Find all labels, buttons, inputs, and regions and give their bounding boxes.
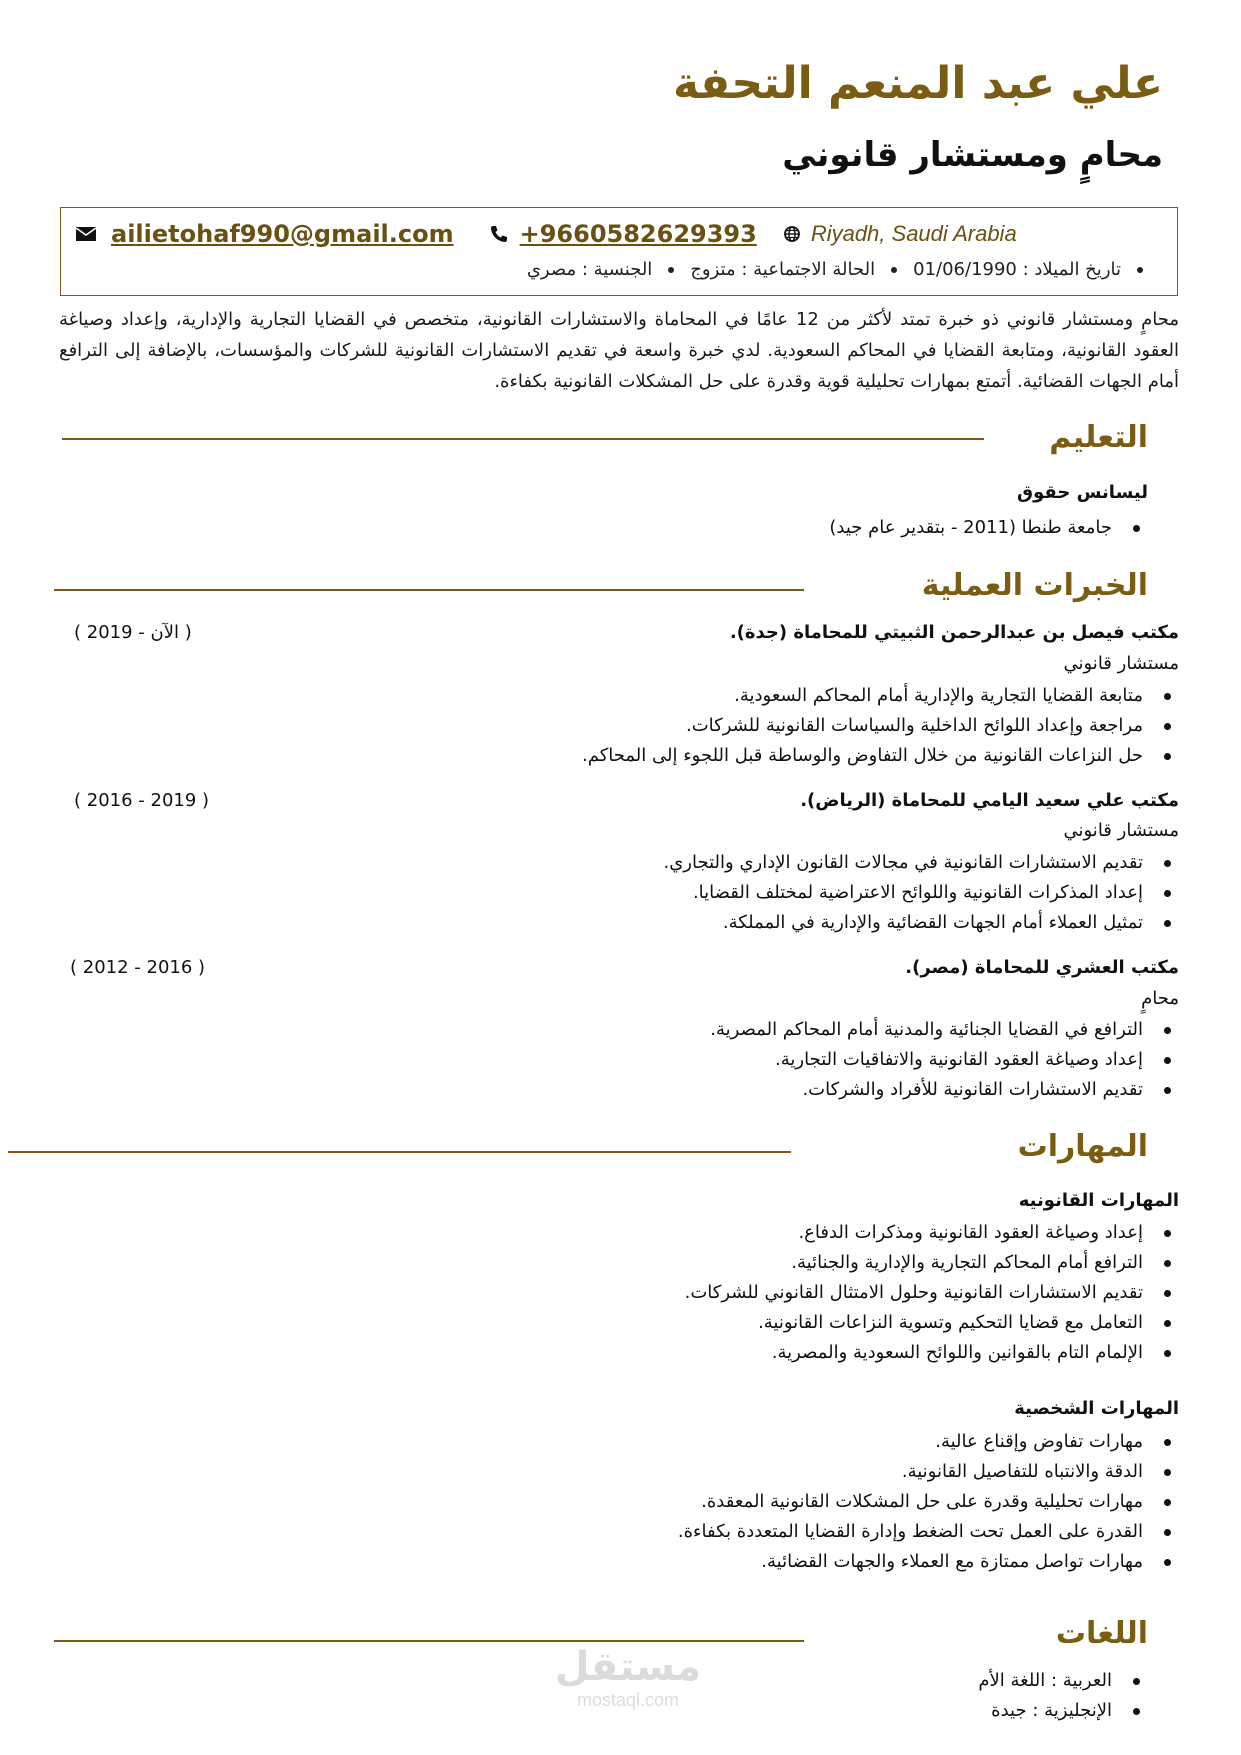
email-link[interactable]: ailietohaf990@gmail.com <box>111 220 454 248</box>
phone-link[interactable]: +9660582629393 <box>519 220 757 248</box>
job-period: ( 2016 - 2019 ) <box>74 790 210 811</box>
list-item: إعداد المذكرات القانونية واللوائح الاعتراضية لمختلف القضايا. <box>664 878 1180 908</box>
list-item: الإلمام التام بالقوانين واللوائح السعودية والمصرية. <box>685 1338 1179 1368</box>
nationality: الجنسية : مصري <box>526 259 653 280</box>
personal-skills-list <box>678 1427 1179 1577</box>
list-item: مهارات تواصل ممتازة مع العملاء والجهات القضائية. <box>678 1547 1179 1577</box>
list-item: الدقة والانتباه للتفاصيل القانونية. <box>678 1457 1179 1487</box>
list-item: القدرة على العمل تحت الضغط وإدارة القضايا المتعددة بكفاءة. <box>678 1517 1179 1547</box>
languages-heading: اللغات <box>1055 1616 1148 1651</box>
personal-skills-title: المهارات الشخصية <box>1014 1398 1179 1419</box>
job-role: مستشار قانوني <box>1063 653 1179 674</box>
experience-heading: الخبرات العملية <box>921 568 1148 603</box>
list-item: إعداد وصياغة العقود القانونية والاتفاقيات التجارية. <box>710 1045 1179 1075</box>
location-text: Riyadh, Saudi Arabia <box>810 221 1017 246</box>
birth-date: تاريخ الميلاد : 01/06/1990 <box>913 259 1121 280</box>
languages-list <box>978 1666 1148 1726</box>
job-company: مكتب فيصل بن عبدالرحمن الثبيتي للمحاماة (جدة). <box>729 622 1179 643</box>
watermark <box>548 1644 708 1711</box>
list-item: مهارات تفاوض وإقناع عالية. <box>678 1427 1179 1457</box>
candidate-name: علي عبد المنعم التحفة <box>673 58 1163 109</box>
legal-skills-title: المهارات القانونيه <box>1018 1190 1179 1211</box>
bullet <box>668 267 674 273</box>
skills-heading: المهارات <box>1017 1129 1148 1164</box>
job-role: مستشار قانوني <box>1063 820 1179 841</box>
job-tasks <box>582 681 1179 771</box>
degree-title: ليسانس حقوق <box>1017 482 1148 503</box>
contact-line <box>75 220 1017 248</box>
education-divider <box>62 438 984 440</box>
job-period: ( 2019 - الآن ) <box>74 622 192 643</box>
list-item: تقديم الاستشارات القانونية للأفراد والشركات. <box>710 1075 1179 1105</box>
list-item: الإنجليزية : جيدة <box>978 1696 1148 1726</box>
bullet <box>891 267 897 273</box>
candidate-title: محامٍ ومستشار قانوني <box>782 135 1163 175</box>
list-item: متابعة القضايا التجارية والإدارية أمام المحاكم السعودية. <box>582 681 1179 711</box>
education-list <box>829 513 1148 543</box>
list-item: حل النزاعات القانونية من خلال التفاوض والوساطة قبل اللجوء إلى المحاكم. <box>582 741 1179 771</box>
personal-info-line <box>527 259 1143 280</box>
contact-box <box>60 207 1178 296</box>
list-item: الترافع في القضايا الجنائية والمدنية أمام المحاكم المصرية. <box>710 1015 1179 1045</box>
skills-divider <box>8 1151 791 1153</box>
job-tasks <box>664 848 1180 938</box>
list-item: تقديم الاستشارات القانونية وحلول الامتثال القانوني للشركات. <box>685 1278 1179 1308</box>
globe-icon <box>781 223 803 245</box>
job-company: مكتب علي سعيد اليامي للمحاماة (الرياض). <box>800 790 1179 811</box>
list-item: إعداد وصياغة العقود القانونية ومذكرات الدفاع. <box>685 1218 1179 1248</box>
legal-skills-list <box>685 1218 1179 1368</box>
list-item: تقديم الاستشارات القانونية في مجالات القانون الإداري والتجاري. <box>664 848 1180 878</box>
list-item: العربية : اللغة الأم <box>978 1666 1148 1696</box>
job-role: محامٍ <box>1141 988 1179 1009</box>
phone-icon <box>488 223 510 245</box>
experience-divider <box>54 589 804 591</box>
bullet <box>1137 267 1143 273</box>
list-item: جامعة طنطا (2011 - بتقدير عام جيد) <box>829 513 1148 543</box>
job-tasks <box>710 1015 1179 1105</box>
watermark-url: mostaql.com <box>576 1690 680 1710</box>
list-item: تمثيل العملاء أمام الجهات القضائية والإدارية في المملكة. <box>664 908 1180 938</box>
watermark-logo: مستقل <box>554 1644 702 1690</box>
job-company: مكتب العشري للمحاماة (مصر). <box>905 957 1179 978</box>
job-period: ( 2012 - 2016 ) <box>70 957 206 978</box>
list-item: التعامل مع قضايا التحكيم وتسوية النزاعات القانونية. <box>685 1308 1179 1338</box>
marital-status: الحالة الاجتماعية : متزوج <box>690 259 876 280</box>
education-heading: التعليم <box>1049 420 1148 455</box>
profile-summary: محامٍ ومستشار قانوني ذو خبرة تمتد لأكثر من 12 عامًا في المحاماة والاستشارات القانونية، متخصص في القضايا التجارية والإدارية، وإعداد وصياغة العقود القانونية، ومتابعة القضايا في المحاكم السعودية. لدي خبرة واسعة في تقديم الاستشارات القانونية للشركات والمؤسسات، بالإضافة إلى الترافع أمام الجهات القضائية. أتمتع بمهارات تحليلية قوية وقدرة على حل المشكلات القانونية بكفاءة. <box>59 309 1179 392</box>
list-item: مراجعة وإعداد اللوائح الداخلية والسياسات القانونية للشركات. <box>582 711 1179 741</box>
list-item: مهارات تحليلية وقدرة على حل المشكلات القانونية المعقدة. <box>678 1487 1179 1517</box>
list-item: الترافع أمام المحاكم التجارية والإدارية والجنائية. <box>685 1248 1179 1278</box>
email-icon <box>75 223 97 245</box>
languages-divider <box>54 1640 804 1642</box>
